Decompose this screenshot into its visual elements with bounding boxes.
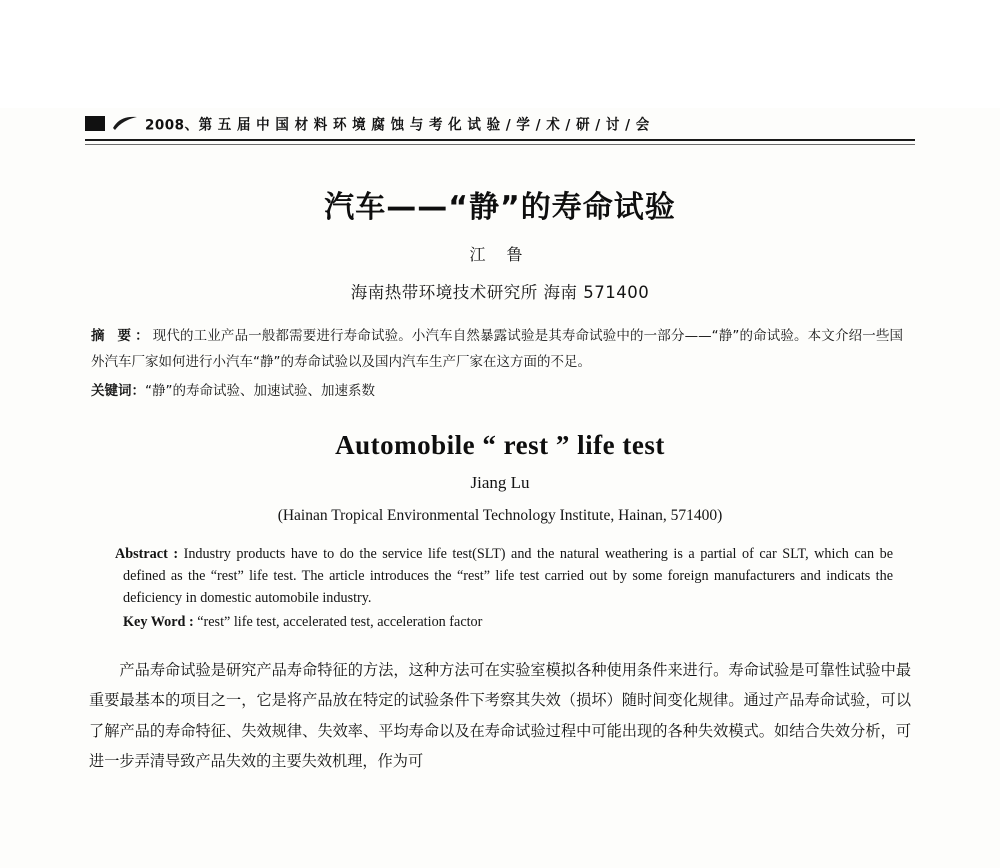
abstract-chinese	[85, 323, 915, 376]
document-page	[0, 108, 1000, 868]
abstract-english	[85, 543, 915, 609]
header-divider	[85, 139, 915, 141]
keywords-label-chinese: 关键词：	[91, 382, 145, 399]
page-title-english: Automobile “ rest ” life test	[335, 429, 665, 460]
author-chinese: 江 鲁	[469, 245, 531, 264]
abstract-label-chinese: 摘 要：	[91, 328, 153, 344]
abstract-text-english: Industry products have to do the service life test(SLT) and the natural weathering is a partial of car SLT, which can be defined as the “rest” life test. The article introduces the “rest” life test carried out by some foreign manufacturers and indicats the deficiency in domestic automobile industry.	[123, 545, 893, 606]
affiliation-chinese: 海南热带环境技术研究所 海南 571400	[350, 283, 650, 302]
page-title-chinese: 汽车——“静”的寿命试验	[324, 190, 676, 225]
black-square-icon	[85, 116, 105, 131]
swoosh-icon	[112, 115, 138, 131]
body-paragraph-1: 产品寿命试验是研究产品寿命特征的方法，这种方法可在实验室模拟各种使用条件来进行。寿命试验是可靠性试验中最重要最基本的项目之一，它是将产品放在特定的试验条件下考察其失效（损坏）随时间变化规律。通过产品寿命试验，可以了解产品的寿命特征、失效规律、失效率、平均寿命以及在寿命试验过程中可能出现的各种失效模式。如结合失效分析，可进一步弄清导致产品失效的主要失效机理，作为可	[89, 660, 911, 771]
header-title: 2008、第 五 届 中 国 材 料 环 境 腐 蚀 与 考 化 试 验 / 学 / 术 / 研 / 讨 / 会	[145, 116, 650, 134]
abstract-label-english: Abstract :	[115, 545, 179, 562]
keywords-text-chinese: “静”的寿命试验、加速试验、加速系数	[145, 382, 375, 399]
author-english: Jiang Lu	[470, 472, 530, 492]
abstract-text-chinese: 现代的工业产品一般都需要进行寿命试验。小汽车自然暴露试验是其寿命试验中的一部分——“静”的命试验。本文介绍一些国外汽车厂家如何进行小汽车“静”的寿命试验以及国内汽车生产厂家在这方面的不足。	[91, 328, 903, 371]
running-header	[85, 108, 915, 138]
keywords-english	[85, 611, 915, 633]
header-divider-secondary	[85, 144, 915, 145]
affiliation-english: (Hainan Tropical Environmental Technology Institute, Hainan, 571400)	[277, 506, 723, 524]
keywords-chinese	[85, 378, 915, 404]
keywords-label-english: Key Word :	[123, 613, 194, 630]
keywords-text-english: “rest” life test, accelerated test, acceleration factor	[193, 613, 483, 630]
